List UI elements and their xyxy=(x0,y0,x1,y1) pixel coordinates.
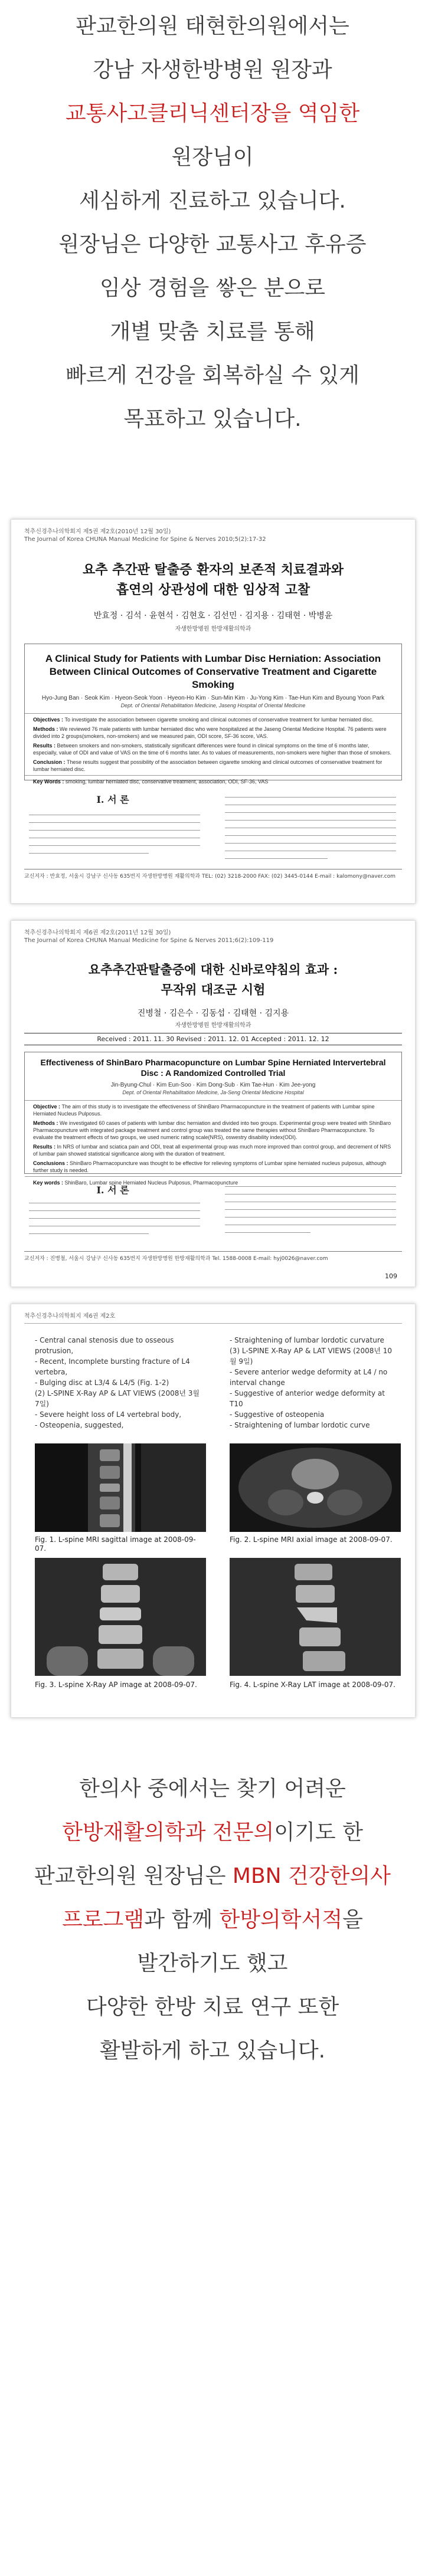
body-text-right xyxy=(225,1186,396,1240)
finding-item: - Severe height loss of L4 vertebral body, xyxy=(35,1410,182,1419)
intro-line: 판교한의원 태현한의원에서는 xyxy=(76,14,349,38)
paper-title-en: A Clinical Study for Patients with Lumbar Disc Herniation: Association Between Clinical Outcomes of Conservative Treatment and Cigarette Smoking xyxy=(45,653,381,690)
outro-highlight: MBN 건강한의사 xyxy=(232,1864,391,1888)
finding-item: - Suggestive of osteopenia xyxy=(230,1410,325,1419)
corresponding-author-note: 교신저자 : 진병철, 서울시 강남구 신사동 635번지 자생한방병원 한방재활의학과 Tel. 1588-0008 E-mail: hyj0026@naver.com xyxy=(24,1251,402,1262)
abstract-methods: Methods : We investigated 60 cases of patients with lumbar disc herniation and divided into two groups. Experimental group were treated with ShinBaro Pharmacopuncture with integrated package treatment and control group was treated the same therapies without ShinBaro Pharmacopuncture. To evaluate the treatment effects of two groups, we used numeric rating scale(NRS), oswestry disability index(ODI). xyxy=(33,1120,391,1140)
outro-section xyxy=(0,1776,425,2576)
abstract-keywords: Key words : ShinBaro, Lumbar spine Herniated Nucleus Pulposus, Pharmacopuncture xyxy=(33,1180,238,1186)
intro-line: 개별 맞춤 치료를 통해 xyxy=(110,320,315,344)
outro-line: 한의사 중에서는 찾기 어려운 xyxy=(79,1777,346,1801)
paper-title-en: Effectiveness of ShinBaro Pharmacopuncture on Lumbar Spine Herniated Intervertebral Disc : A Randomized Controlled Trial xyxy=(40,1058,386,1078)
abstract-objective: Objective : The aim of this study is to investigate the effectiveness of ShinBaro Pharmacopuncture in the treatment of patients with Lumbar spine Herniated Nucleus Pulposus. xyxy=(33,1104,375,1117)
abstract-conclusion: Conclusion : These results suggest that possibility of the association between cigarette smoking and clinical outcomes of conservative treatment for lumbar herniated disc. xyxy=(33,759,382,772)
intro-line: 원장님은 다양한 교통사고 후유증 xyxy=(58,232,367,257)
finding-heading: (2) L-SPINE X-Ray AP & LAT VIEWS (2008년 3월 7일) xyxy=(35,1389,200,1408)
finding-item: - Osteopenia, suggested, xyxy=(35,1421,124,1429)
intro-highlight: 교통사고클리닉센터장을 역임한 xyxy=(65,101,360,126)
paper-title-kr: 흡연의 상관성에 대한 임상적 고찰 xyxy=(116,582,310,598)
outro-line: 판교한의원 원장님은 MBN 건강한의사 xyxy=(34,1864,391,1888)
abstract-box xyxy=(24,644,402,785)
paper-title-kr: 무작위 대조군 시험 xyxy=(161,982,266,997)
abstract-objectives: Objectives : To investigate the association between cigarette smoking and clinical outcomes of conservative treatment for lumbar herniated disc. xyxy=(33,717,374,723)
intro-line: 세심하게 진료하고 있습니다. xyxy=(79,189,346,213)
mri-sagittal-image xyxy=(35,1443,206,1532)
journal-header-kr: 척추신경추나의학회지 제6권 제2호 xyxy=(24,1313,116,1320)
journal-header-kr: 척추신경추나의학회지 제6권 제2호(2011년 12월 30일) xyxy=(24,930,171,936)
abstract-results: Results : In NRS of lumbar and sciatica pain and ODI, treat all experimental group was much more improved than control group, and decrement of NRS of lumbar pain showed statistical significance along with the duration of treatment. xyxy=(33,1144,391,1157)
outro-line: 발간하기도 했고 xyxy=(137,1951,288,1976)
intro-section xyxy=(0,0,425,490)
finding-item: - Suggestive of anterior wedge deformity at T10 xyxy=(230,1389,385,1408)
outro-line: 활발하게 하고 있습니다. xyxy=(99,2039,326,2063)
finding-item: - Straightening of lumbar lordotic curvature xyxy=(230,1336,384,1344)
page-number: 109 xyxy=(385,1272,397,1280)
paper-affiliation-kr: 자생한방병원 한방재활의학과 xyxy=(175,1022,251,1029)
abstract-keywords: Key Words : smoking, lumbar herniated disc, conservative treatment, association, ODI, SF-36, VAS xyxy=(33,779,269,785)
abstract-results: Results : Between smokers and non-smokers, statistically significant differences were found in clinical symptoms on the time of 6 months later, especially, value of ODI and value of VAS on the time of 6 months later. As to values of measurements, non-smokers were higher than those of smokers. xyxy=(33,743,391,756)
intro-line: 목표하고 있습니다. xyxy=(123,407,302,431)
figure-caption: Fig. 2. L-spine MRI axial image at 2008-09-07. xyxy=(230,1535,393,1544)
intro-line-highlight: 강남 자생한방병원 원장과 xyxy=(93,58,332,82)
paper-page-3 xyxy=(11,1304,416,1718)
finding-item: - Central canal stenosis due to osseous protrusion, xyxy=(35,1336,174,1355)
paper-authors-kr: 반효정 · 김석 · 윤현석 · 김현호 · 김선민 · 김지용 · 김태현 · 박병윤 xyxy=(93,611,333,621)
outro-line: 프로그램과 함께 한방의학서적을 xyxy=(62,1908,363,1932)
received-dates: Received : 2011. 11. 30 Revised : 2011. 12. 01 Accepted : 2011. 12. 12 xyxy=(24,1033,402,1045)
finding-heading: (3) L-SPINE X-Ray AP & LAT VIEWS (2008년 10월 9일) xyxy=(230,1347,393,1366)
paper-page-2 xyxy=(11,920,416,1287)
outro-line: 다양한 한방 치료 연구 또한 xyxy=(86,1995,339,2019)
paper-title-kr: 요추 추간판 탈출증 환자의 보존적 치료결과와 xyxy=(82,562,344,577)
paper-authors-en: Jin-Byung-Chul · Kim Eun-Soo · Kim Dong-Sub · Kim Tae-Hun · Kim Jee-yong xyxy=(110,1082,316,1088)
paper-affiliation-en: Dept. of Oriental Rehabilitation Medicine, Ja-Seng Oriental Medicine Hospital xyxy=(122,1090,304,1095)
finding-item: - Severe anterior wedge deformity at L4 / no interval change xyxy=(230,1368,388,1387)
intro-line: 원장님이 xyxy=(171,145,254,169)
body-text-right xyxy=(225,797,396,866)
xray-ap-image xyxy=(35,1558,206,1676)
paper-title-kr: 요추추간판탈출증에 대한 신바로약침의 효과 : xyxy=(88,962,338,977)
intro-line: 임상 경험을 쌓은 분으로 xyxy=(99,276,326,300)
paper-authors-kr: 진병철 · 김은수 · 김동섭 · 김태현 · 김지용 xyxy=(137,1009,289,1018)
abstract-box xyxy=(24,1052,402,1186)
journal-header-kr: 척추신경추나의학회지 제5권 제2호(2010년 12월 30일) xyxy=(24,529,171,535)
intro-line: 빠르게 건강을 회복하실 수 있게 xyxy=(66,363,359,388)
paper-affiliation-en: Dept. of Oriental Rehabilitation Medicine, Jaseng Hospital of Oriental Medicine xyxy=(120,703,306,708)
finding-item: - Recent, Incomplete bursting fracture of L4 vertebra, xyxy=(35,1357,190,1376)
finding-item: - Bulging disc at L3/4 & L4/5 (Fig. 1-2) xyxy=(35,1379,169,1387)
outro-line: 한방재활의학과 전문의이기도 한 xyxy=(62,1820,363,1845)
outro-highlight: 한방재활의학과 전문의 xyxy=(62,1820,274,1845)
journal-header-en: The Journal of Korea CHUNA Manual Medicine for Spine & Nerves 2011;6(2):109-119 xyxy=(24,937,274,944)
findings-left xyxy=(35,1335,200,1430)
paper-authors-en: Hyo-Jung Ban · Seok Kim · Hyeon-Seok Yoon · Hyeon-Ho Kim · Sun-Min Kim · Ju-Yong Kim · Tae-Hun Kim and Byoung Yoon Park xyxy=(41,695,385,701)
figure-caption: Fig. 3. L-spine X-Ray AP image at 2008-09-07. xyxy=(35,1681,197,1689)
outro-highlight: 프로그램 xyxy=(62,1908,145,1932)
corresponding-author-note: 교신저자 : 반효정, 서울시 강남구 신사동 635번지 자생한방병원 재활의학과 TEL: (02) 3218-2000 FAX: (02) 3445-0144 E-mail : kalomony@naver.com xyxy=(24,869,402,880)
figure-caption: Fig. 1. L-spine MRI sagittal image at 2008-09-07. xyxy=(35,1535,196,1553)
paper-page-1 xyxy=(11,519,416,904)
abstract-conclusions: Conclusions : ShinBaro Pharmacopuncture was thought to be effective for relieving symptoms of Lumbar spine herniated nucleus pulposus, although further study is needed. xyxy=(33,1160,387,1173)
finding-item: - Straightening of lumbar lordotic curve xyxy=(230,1421,370,1429)
section-heading: Ⅰ. 서 론 xyxy=(96,1184,129,1196)
body-text-left xyxy=(29,1203,200,1241)
abstract-methods: Methods : We reviewed 76 male patients with lumbar herniated disc who were hospitalized at the Jaseng Oriental Medicine Hospital. 76 patients were divided into 2 groups(smokers, non-smokers) and we measured pain, ODI score, SF-36 score, VAS. xyxy=(33,726,387,739)
outro-highlight: 한방의학서적 xyxy=(219,1908,343,1932)
figure-caption: Fig. 4. L-spine X-Ray LAT image at 2008-09-07. xyxy=(230,1681,395,1689)
intro-line xyxy=(0,100,425,127)
findings-right xyxy=(230,1335,395,1430)
paper-affiliation-kr: 자생한방병원 한방재활의학과 xyxy=(175,626,251,632)
journal-header-en: The Journal of Korea CHUNA Manual Medicine for Spine & Nerves 2010;5(2):17-32 xyxy=(24,536,266,543)
section-heading: Ⅰ. 서 론 xyxy=(96,794,129,805)
body-text-left xyxy=(29,815,200,861)
xray-lat-image xyxy=(230,1558,401,1676)
mri-axial-image xyxy=(230,1443,401,1532)
